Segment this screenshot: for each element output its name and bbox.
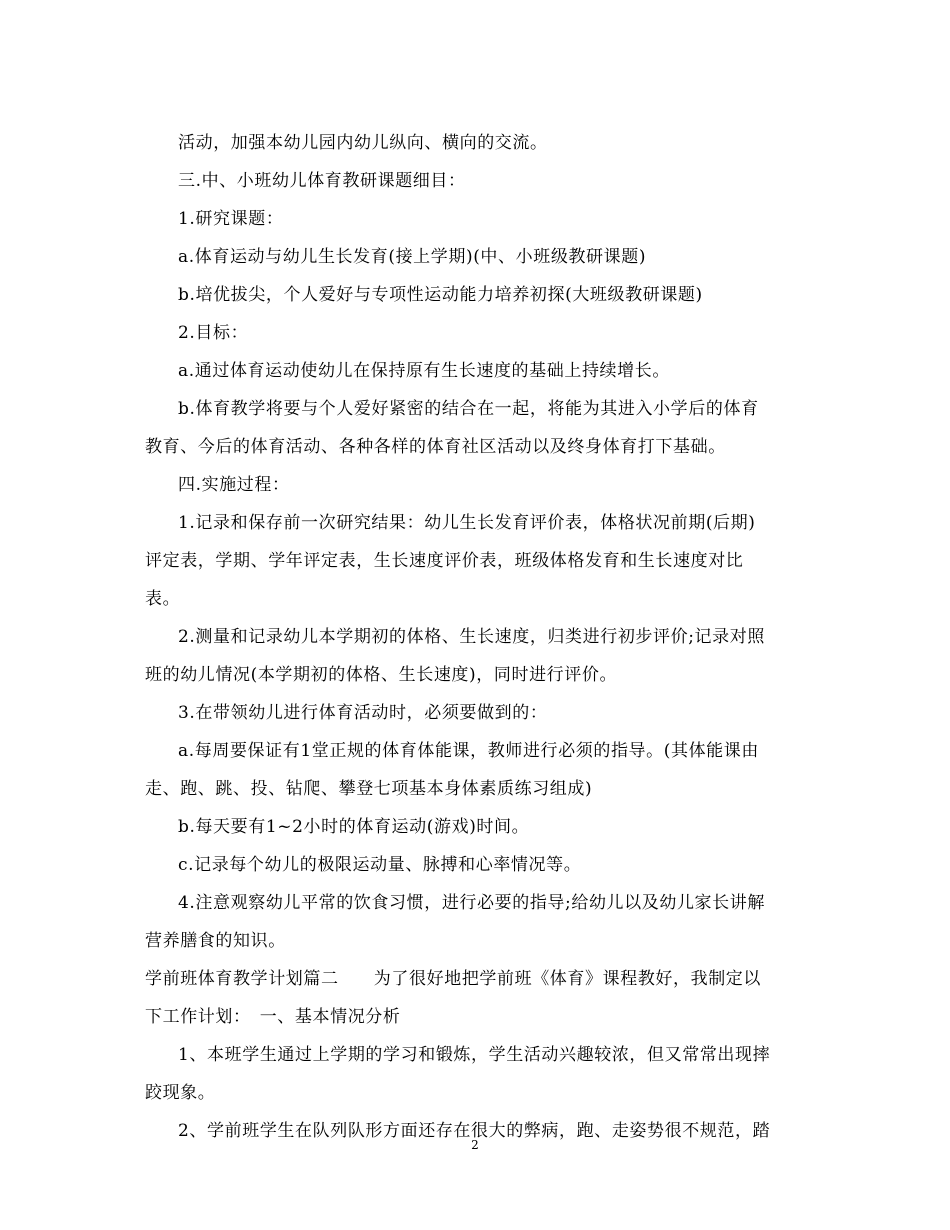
text-line: 表。: [145, 589, 181, 609]
page-number: 2: [471, 1138, 479, 1152]
text-line: a.通过体育运动使幼儿在保持原有生长速度的基础上持续增长。: [178, 361, 670, 381]
section-heading: 三.中、小班幼儿体育教研课题细目：: [178, 171, 466, 191]
text-line: 2.目标：: [178, 323, 249, 343]
section-heading: 四.实施过程：: [178, 475, 290, 495]
text-line: b.培优拔尖，个人爱好与专项性运动能力培养初探(大班级教研课题): [178, 285, 703, 305]
text-line: 4.注意观察幼儿平常的饮食习惯，进行必要的指导;给幼儿以及幼儿家长讲解: [178, 893, 765, 913]
text-line: 跤现象。: [145, 1083, 216, 1103]
text-line: 评定表，学期、学年评定表，生长速度评价表，班级体格发育和生长速度对比: [145, 551, 744, 571]
text-line: 下工作计划： 一、基本情况分析: [145, 1007, 401, 1027]
text-line: 1、本班学生通过上学期的学习和锻炼，学生活动兴趣较浓，但又常常出现摔: [178, 1045, 771, 1065]
text-line: a.体育运动与幼儿生长发育(接上学期)(中、小班级教研课题): [178, 247, 647, 267]
text-line: a.每周要保证有1堂正规的体育体能课，教师进行必须的指导。(其体能课由: [178, 741, 759, 761]
text-line: 走、跑、跳、投、钻爬、攀登七项基本身体素质练习组成): [145, 779, 593, 799]
text-line: 营养膳食的知识。: [145, 931, 286, 951]
text-line: 活动，加强本幼儿园内幼儿纵向、横向的交流。: [178, 133, 548, 153]
text-line: 1.记录和保存前一次研究结果：幼儿生长发育评价表，体格状况前期(后期): [178, 513, 756, 533]
text-line: 1.研究课题：: [178, 209, 284, 229]
text-line: 教育、今后的体育活动、各种各样的体育社区活动以及终身体育打下基础。: [145, 437, 726, 457]
text-line: 3.在带领幼儿进行体育活动时，必须要做到的：: [178, 703, 548, 723]
text-line: 2.测量和记录幼儿本学期初的体格、生长速度，归类进行初步评价;记录对照: [178, 627, 765, 647]
text-line: b.每天要有1~2小时的体育运动(游戏)时间。: [178, 817, 530, 837]
text-line: 班的幼儿情况(本学期初的体格、生长速度)，同时进行评价。: [145, 665, 618, 685]
text-line: c.记录每个幼儿的极限运动量、脉搏和心率情况等。: [178, 855, 582, 875]
text-line: 2、学前班学生在队列队形方面还存在很大的弊病，跑、走姿势很不规范，踏: [178, 1121, 771, 1141]
text-line: b.体育教学将要与个人爱好紧密的结合在一起，将能为其进入小学后的体育: [178, 399, 759, 419]
text-line: 学前班体育教学计划篇二 为了很好地把学前班《体育》课程教好，我制定以: [145, 969, 761, 989]
